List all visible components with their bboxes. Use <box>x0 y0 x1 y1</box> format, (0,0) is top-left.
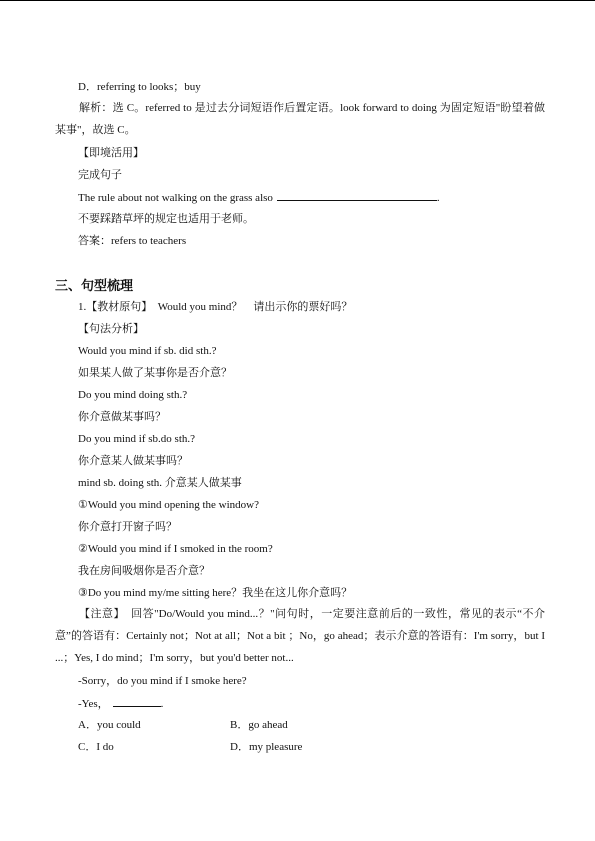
example-line: ②Would you mind if I smoked in the room? <box>78 543 273 555</box>
syntax-analysis-label: 【句法分析】 <box>78 323 144 335</box>
previous-option-d: D．referring to looks；buy <box>78 81 201 93</box>
pattern-line: mind sb. doing sth. 介意某人做某事 <box>78 477 242 489</box>
exercise-sentence <box>78 190 440 205</box>
example-line: 你介意打开窗子吗？ <box>78 521 177 533</box>
exercise-sentence-end: . <box>436 192 440 204</box>
example-line: ①Would you mind opening the window? <box>78 499 259 511</box>
pattern-line: Do you mind if sb.do sth.? <box>78 433 196 445</box>
option-c: C．I do <box>78 741 114 753</box>
answer-blank <box>277 190 437 201</box>
dialog-answer-text: -Yes， <box>78 698 109 710</box>
option-b: B．go ahead <box>230 719 288 731</box>
pattern-line: Do you mind doing sth.? <box>78 389 188 401</box>
note-paragraph: 【注意】 回答"Do/Would you mind...？"问句时，一定要注意前后的一致性，常见的表示“不介意”的答语有：Certainly not；Not at all；Not a bit ；No，go ahead；表示介意的答语有：I'm sorry，but I ...；Yes, I do mind；I'm sorry，but you'd better not... <box>55 608 545 664</box>
dialog-question: -Sorry，do you mind if I smoke here? <box>78 675 247 687</box>
section-title: 三、句型梳理 <box>55 279 134 294</box>
example-line: 我在房间吸烟你是否介意？ <box>78 565 210 577</box>
exercise-answer: 答案：refers to teachers <box>78 235 187 247</box>
pattern-line: Would you mind if sb. did sth.? <box>78 345 217 357</box>
example-line: ③Do you mind my/me sitting here？我坐在这儿你介意吗？ <box>78 587 353 599</box>
complete-sentence-label: 完成句子 <box>78 169 122 181</box>
dialog-answer <box>78 696 163 711</box>
exercise-translation: 不要踩踏草坪的规定也适用于老师。 <box>78 213 254 225</box>
pattern-line: 如果某人做了某事你是否介意？ <box>78 367 232 379</box>
dialog-blank <box>113 696 161 707</box>
exercise-sentence-text: The rule about not walking on the grass also <box>78 192 273 204</box>
pattern-line: 你介意某人做某事吗？ <box>78 455 188 467</box>
option-d: D．my pleasure <box>230 741 303 753</box>
option-a: A．you could <box>78 719 141 731</box>
page-top-border <box>0 0 595 1</box>
analysis-paragraph: 解析：选 C。referred to 是过去分词短语作后置定语。look forward to doing 为固定短语"盼望着做某事"，故选 C。 <box>55 102 545 136</box>
practice-label: 【即境活用】 <box>78 147 144 159</box>
dialog-answer-end: . <box>160 698 164 710</box>
pattern-line: 你介意做某事吗？ <box>78 411 166 423</box>
textbook-sentence: 1.【教材原句】 Would you mind？ 请出示你的票好吗？ <box>78 301 353 313</box>
